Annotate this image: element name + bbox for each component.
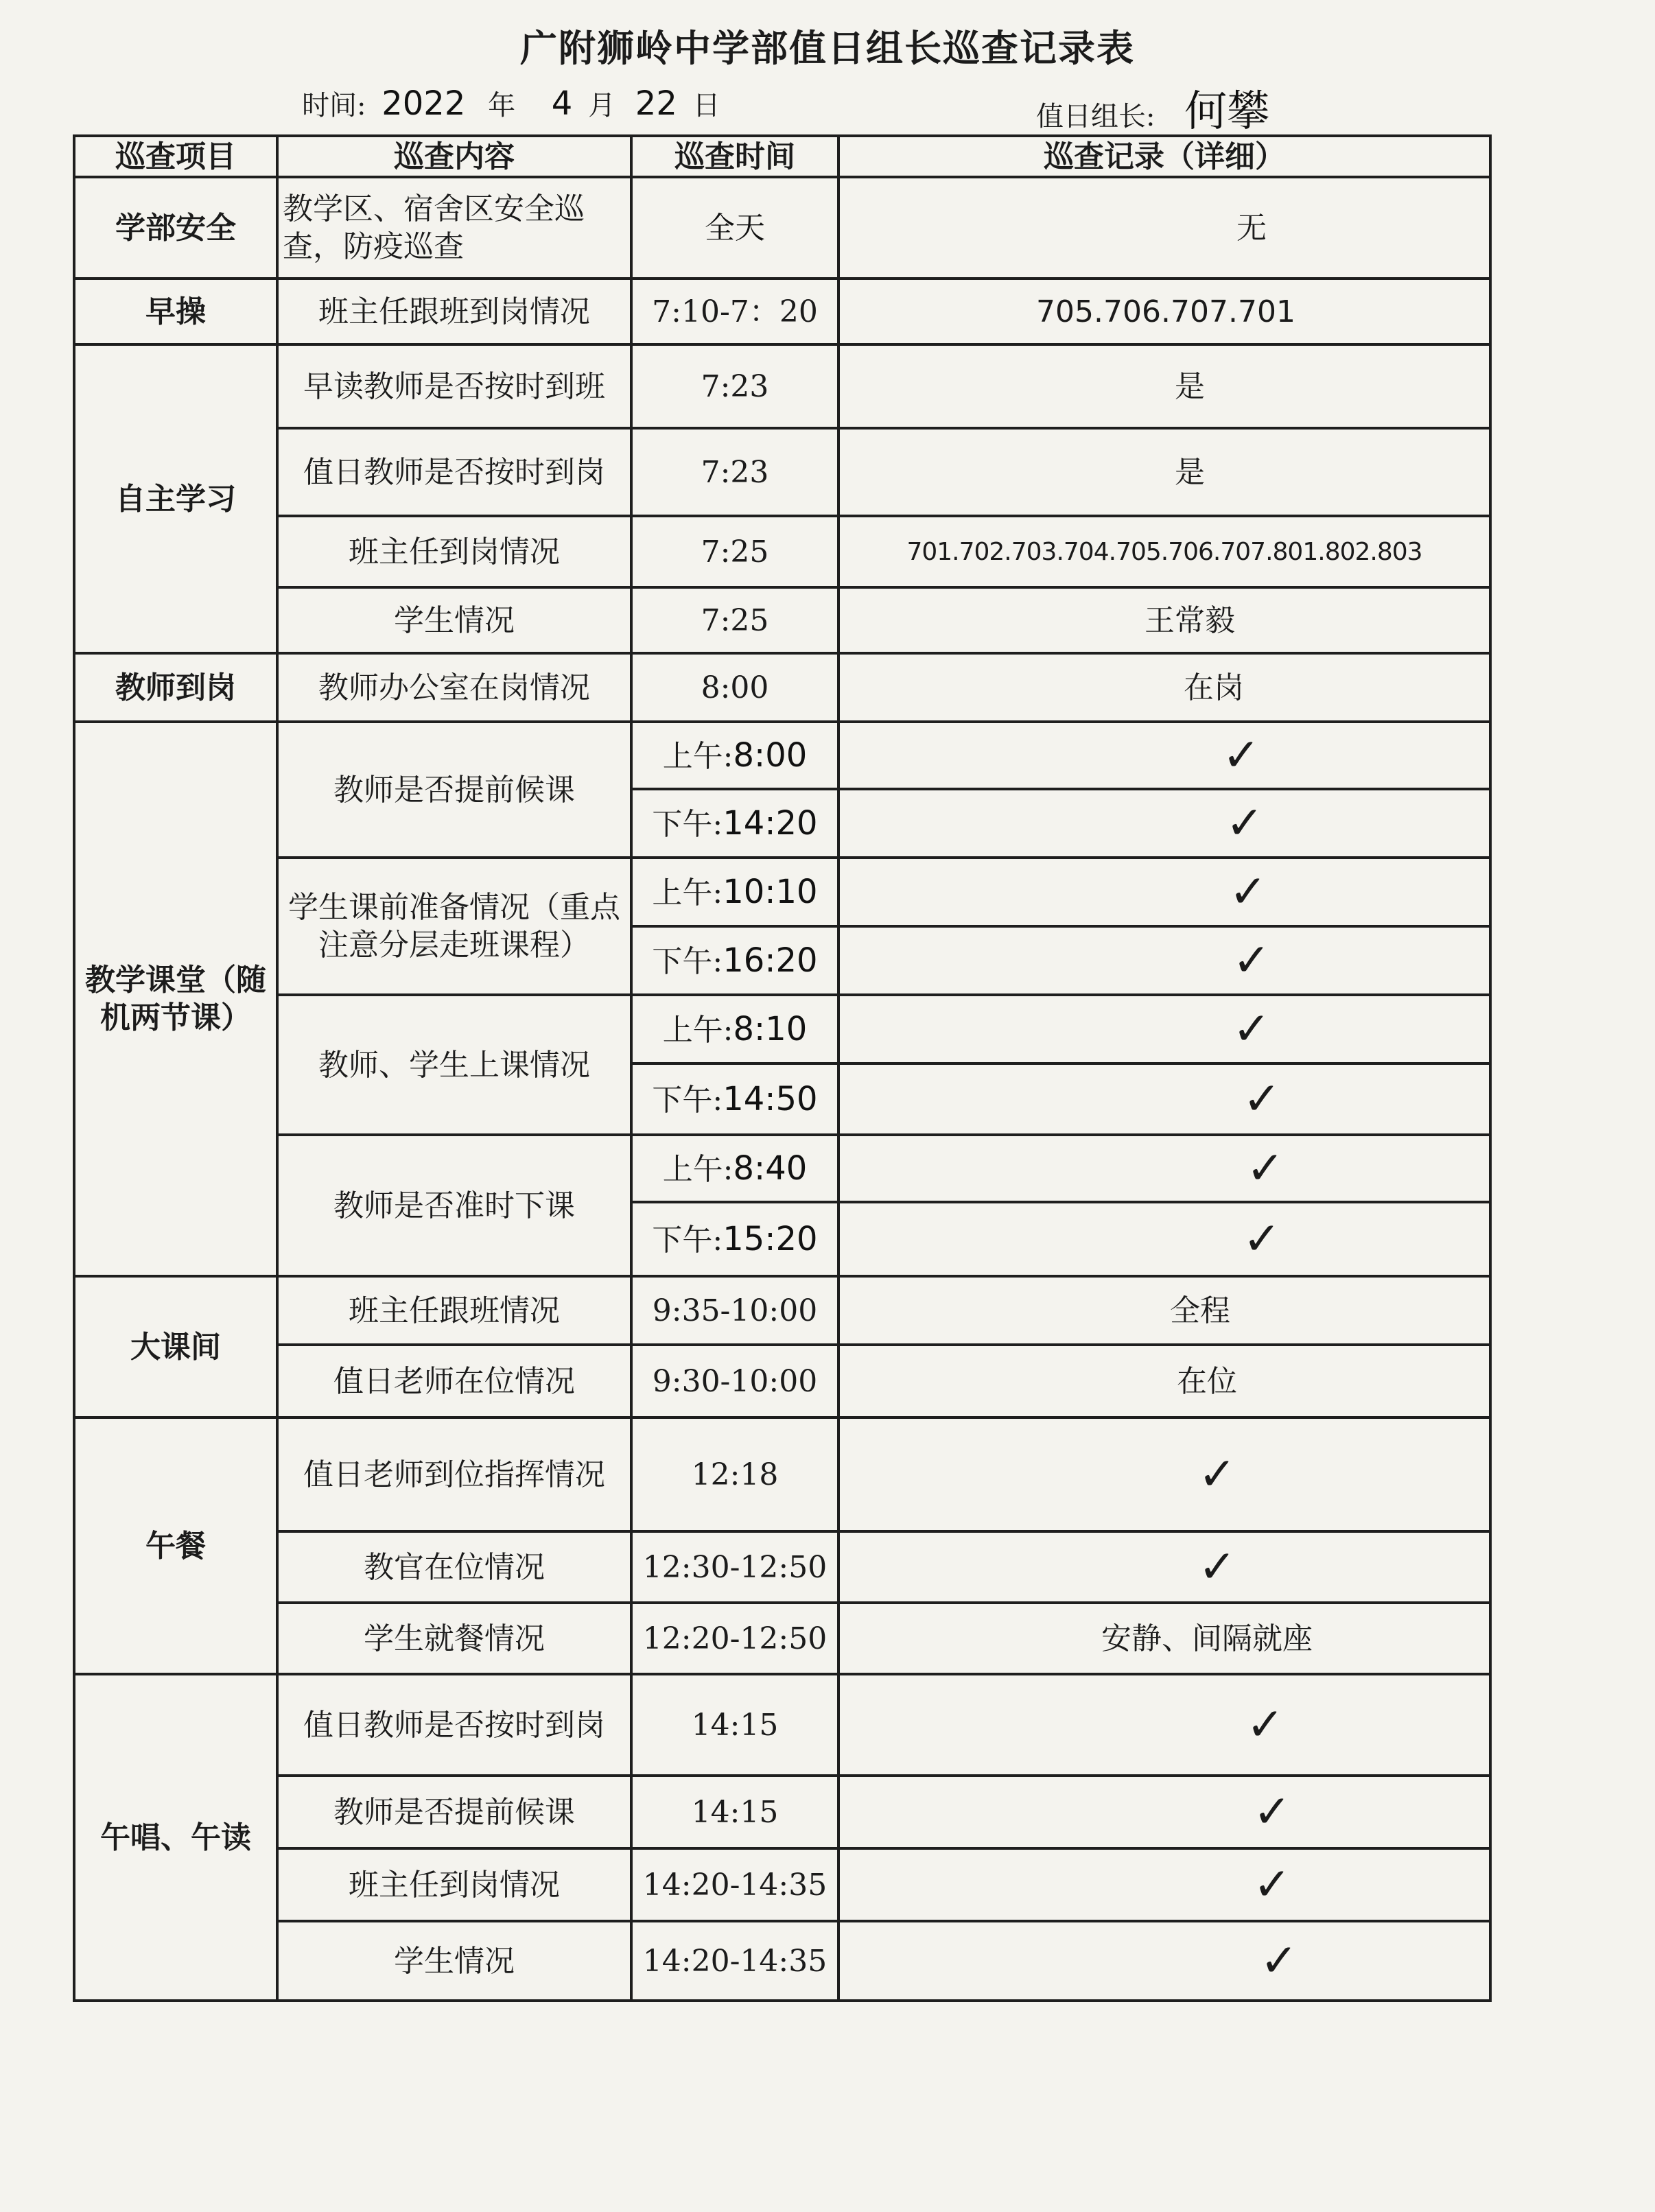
record-cell: 全程 [838,1276,1490,1345]
check-icon: ✓ [1225,796,1264,849]
content-cell: 班主任到岗情况 [277,516,631,587]
date-day-unit: 日 [692,90,720,121]
content-cell: 班主任到岗情况 [277,1848,631,1921]
table-row [74,1674,1490,1776]
table-row [74,722,1490,789]
header-time: 巡查时间 [631,136,838,177]
record-cell: 在位 [838,1345,1490,1417]
am-label: 上午: [662,1013,733,1048]
record-cell [838,995,1490,1063]
time-cell [631,1202,838,1276]
time-cell: 全天 [631,177,838,279]
content-cell: 教官在位情况 [277,1531,631,1603]
time-cell [631,1135,838,1202]
table-row [74,1921,1490,2001]
time-cell: 14:20-14:35 [631,1848,838,1921]
record-cell [838,1063,1490,1135]
check-icon: ✓ [1253,1785,1291,1838]
date-line [302,84,720,123]
content-cell: 学生情况 [277,1921,631,2001]
record-cell [838,1531,1490,1603]
time-cell [631,858,838,926]
time-cell [631,789,838,858]
record-cell [838,1202,1490,1276]
content-cell: 教师是否提前候课 [277,1776,631,1848]
pm-label: 下午: [652,1083,723,1118]
table-row [74,428,1490,516]
pm-label: 下午: [652,807,723,842]
category-self-study: 自主学习 [74,344,277,653]
header-content: 巡查内容 [277,136,631,177]
date-day: 22 [635,84,677,123]
time-cell: 7:23 [631,428,838,516]
record-cell: 701.702.703.704.705.706.707.801.802.803 [838,516,1490,587]
time-cell: 12:20-12:50 [631,1603,838,1674]
record-cell [838,1776,1490,1848]
date-year: 2022 [382,84,466,123]
check-icon: ✓ [1243,1072,1281,1125]
record-cell: 在岗 [838,653,1490,722]
content-cell: 学生情况 [277,587,631,653]
table-row [74,1531,1490,1603]
date-month: 4 [551,84,573,123]
record-cell [838,1674,1490,1776]
record-cell [838,1921,1490,2001]
time-cell: 14:15 [631,1674,838,1776]
record-cell [838,858,1490,926]
content-cell: 教学区、宿舍区安全巡查，防疫巡查 [277,177,631,279]
content-cell: 值日老师到位指挥情况 [277,1417,631,1531]
pm-time: 15:20 [723,1220,818,1258]
date-label: 时间: [302,90,366,121]
table-row [74,1276,1490,1345]
page-title: 广附狮岭中学部值日组长巡查记录表 [520,26,1135,70]
table-header-row [74,136,1490,177]
category-lunch: 午餐 [74,1417,277,1674]
pm-label: 下午: [652,944,723,979]
content-cell: 学生就餐情况 [277,1603,631,1674]
table-row [74,1848,1490,1921]
pm-time: 16:20 [723,941,818,980]
time-cell: 7:25 [631,516,838,587]
am-label: 上午: [652,875,723,910]
check-icon: ✓ [1229,864,1267,918]
time-cell: 12:30-12:50 [631,1531,838,1603]
time-cell: 14:15 [631,1776,838,1848]
header-record: 巡查记录（详细） [838,136,1490,177]
content-cell: 值日教师是否按时到岗 [277,428,631,516]
am-time: 8:40 [733,1149,808,1188]
content-cell: 学生课前准备情况（重点注意分层走班课程） [277,858,631,995]
time-cell [631,926,838,995]
table-row [74,344,1490,428]
time-cell: 7:10-7：20 [631,279,838,344]
am-label: 上午: [662,1152,733,1187]
record-cell: 王常毅 [838,587,1490,653]
check-icon: ✓ [1246,1697,1284,1751]
am-time: 10:10 [723,873,818,911]
check-icon: ✓ [1253,1857,1291,1911]
time-cell: 9:30-10:00 [631,1345,838,1417]
time-cell [631,722,838,789]
am-time: 8:10 [733,1010,808,1048]
time-cell: 14:20-14:35 [631,1921,838,2001]
content-cell: 班主任跟班到岗情况 [277,279,631,344]
time-cell [631,1063,838,1135]
category-classroom: 教学课堂（随机两节课） [74,722,277,1276]
record-cell [838,789,1490,858]
leader-label: 值日组长: [1036,101,1155,132]
category-exercise: 早操 [74,279,277,344]
date-month-unit: 月 [588,90,616,121]
category-noon: 午唱、午读 [74,1674,277,2001]
patrol-record-table [73,134,1492,2002]
category-recess: 大课间 [74,1276,277,1417]
record-cell: 是 [838,428,1490,516]
table-row [74,1135,1490,1202]
time-cell: 8:00 [631,653,838,722]
check-icon: ✓ [1246,1141,1284,1195]
table-row [74,1417,1490,1531]
leader-line [1036,77,1269,138]
check-icon: ✓ [1198,1447,1236,1501]
content-cell: 值日老师在位情况 [277,1345,631,1417]
check-icon: ✓ [1232,1002,1271,1055]
time-cell: 7:25 [631,587,838,653]
pm-time: 14:50 [723,1080,818,1118]
pm-time: 14:20 [723,804,818,843]
record-cell [838,722,1490,789]
content-cell: 班主任跟班情况 [277,1276,631,1345]
table-row [74,1776,1490,1848]
table-row [74,516,1490,587]
table-row [74,279,1490,344]
record-cell: 安静、间隔就座 [838,1603,1490,1674]
check-icon: ✓ [1198,1540,1236,1593]
record-cell: 是 [838,344,1490,428]
record-cell: 无 [838,177,1490,279]
leader-signature: 何攀 [1184,86,1270,136]
check-icon: ✓ [1243,1212,1281,1265]
table-row [74,1345,1490,1417]
check-icon: ✓ [1260,1933,1298,1987]
time-cell: 7:23 [631,344,838,428]
time-cell: 12:18 [631,1417,838,1531]
record-cell [838,1135,1490,1202]
pm-label: 下午: [652,1223,723,1258]
content-cell: 早读教师是否按时到班 [277,344,631,428]
table-row [74,587,1490,653]
date-year-unit: 年 [488,90,516,121]
time-cell: 9:35-10:00 [631,1276,838,1345]
header-item: 巡查项目 [74,136,277,177]
check-icon: ✓ [1232,933,1271,987]
check-icon: ✓ [1222,728,1260,781]
content-cell: 教师是否提前候课 [277,722,631,858]
category-safety: 学部安全 [74,177,277,279]
content-cell: 教师是否准时下课 [277,1135,631,1276]
category-teacher-post: 教师到岗 [74,653,277,722]
am-time: 8:00 [733,736,808,775]
am-label: 上午: [662,739,733,774]
record-cell [838,1417,1490,1531]
table-row [74,177,1490,279]
content-cell: 教师、学生上课情况 [277,995,631,1135]
record-cell [838,926,1490,995]
content-cell: 教师办公室在岗情况 [277,653,631,722]
table-row [74,653,1490,722]
record-cell: 705.706.707.701 [838,279,1490,344]
record-cell [838,1848,1490,1921]
table-row [74,995,1490,1063]
time-cell [631,995,838,1063]
content-cell: 值日教师是否按时到岗 [277,1674,631,1776]
table-row [74,1603,1490,1674]
table-row [74,858,1490,926]
